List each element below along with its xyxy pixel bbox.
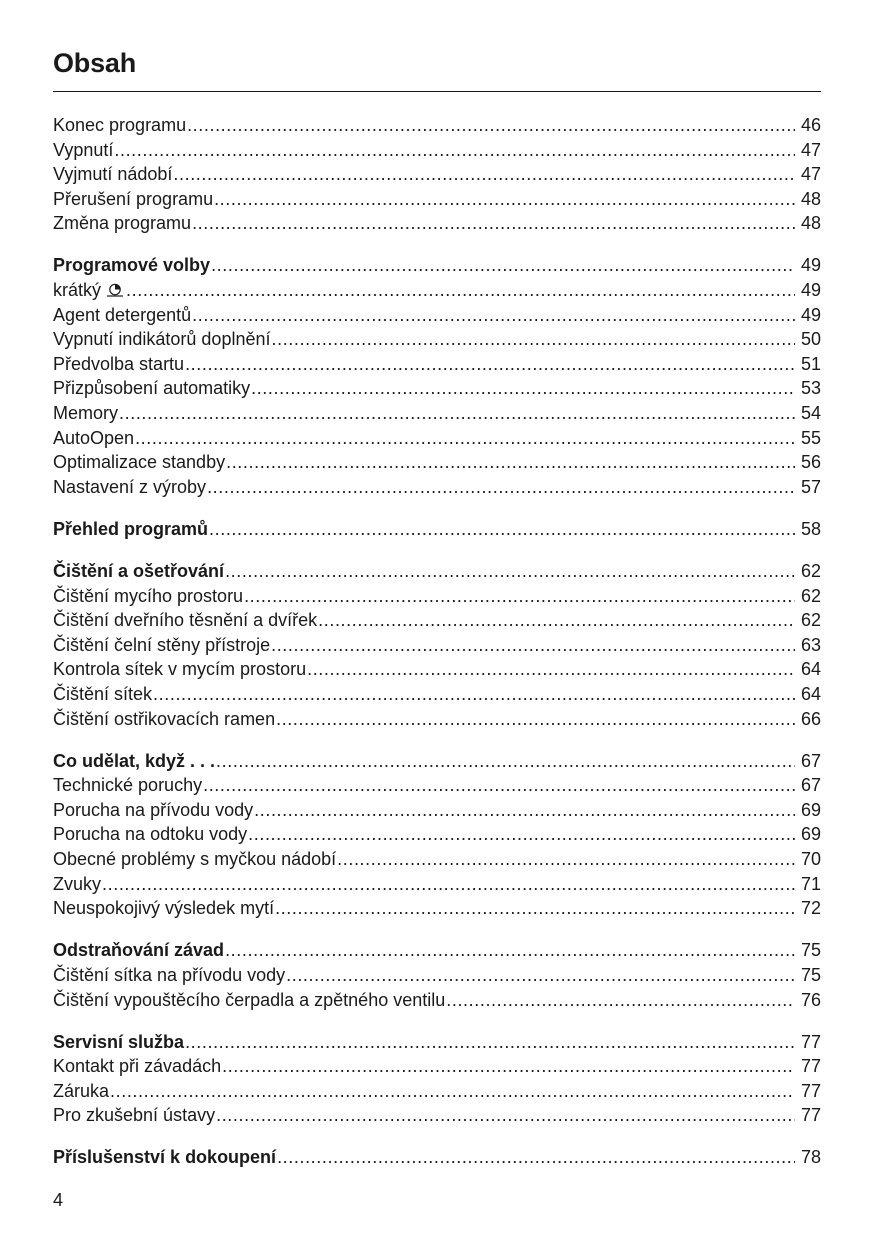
toc-heading-page: 49 bbox=[800, 255, 821, 276]
toc-entry-page: 66 bbox=[800, 708, 821, 729]
toc-entry-label: Konec programu bbox=[53, 115, 187, 135]
dot-leader bbox=[276, 707, 795, 732]
toc-entry[interactable] bbox=[53, 113, 821, 138]
toc-entry-page: 64 bbox=[800, 659, 821, 680]
dot-leader bbox=[251, 376, 795, 401]
toc-entry-page: 63 bbox=[800, 634, 821, 655]
toc-entry-page: 48 bbox=[800, 213, 821, 234]
toc-entry[interactable] bbox=[53, 401, 821, 426]
toc-entry-label: Agent detergentů bbox=[53, 304, 192, 325]
toc-entry[interactable] bbox=[53, 988, 821, 1013]
dot-leader bbox=[126, 278, 795, 303]
toc-entry[interactable] bbox=[53, 327, 821, 352]
toc-entry[interactable] bbox=[53, 707, 821, 732]
toc-entry[interactable] bbox=[53, 822, 821, 847]
dot-leader bbox=[216, 749, 795, 774]
toc-entry-page: 75 bbox=[800, 964, 821, 985]
toc-entry-page: 49 bbox=[800, 280, 821, 301]
toc-heading-page: 58 bbox=[800, 518, 821, 539]
toc-entry-page: 54 bbox=[800, 403, 821, 424]
toc-section bbox=[53, 559, 821, 731]
toc-entry-page: 77 bbox=[800, 1056, 821, 1077]
dot-leader bbox=[114, 138, 795, 163]
toc-entry[interactable] bbox=[53, 896, 821, 921]
toc-entry-page: 70 bbox=[800, 849, 821, 870]
toc-entry-label: Čištění čelní stěny přístroje bbox=[53, 634, 271, 655]
toc-entry[interactable] bbox=[53, 633, 821, 658]
toc-heading[interactable] bbox=[53, 559, 821, 584]
dot-leader bbox=[203, 773, 795, 798]
toc-entry-label: Záruka bbox=[53, 1080, 110, 1101]
toc-section bbox=[53, 1030, 821, 1128]
toc-entry-label: Kontrola sítek v mycím prostoru bbox=[53, 659, 307, 680]
toc-heading[interactable] bbox=[53, 253, 821, 278]
dot-leader bbox=[225, 938, 795, 963]
toc-entry-label: Kontakt při závadách bbox=[53, 1056, 222, 1077]
dot-leader bbox=[272, 327, 796, 352]
toc-page bbox=[53, 0, 821, 1240]
dot-leader bbox=[102, 872, 795, 897]
dot-leader bbox=[207, 475, 795, 500]
dot-leader bbox=[446, 988, 795, 1013]
toc-heading-page: 62 bbox=[800, 561, 821, 581]
dot-leader bbox=[185, 352, 795, 377]
toc-entry-page: 72 bbox=[800, 898, 821, 919]
toc-entry-label: Vypnutí indikátorů doplnění bbox=[53, 329, 271, 350]
toc-entry-page: 69 bbox=[800, 824, 821, 845]
dot-leader bbox=[211, 253, 795, 278]
toc-section bbox=[53, 113, 821, 236]
dot-leader bbox=[119, 401, 795, 426]
dot-leader bbox=[277, 1145, 795, 1170]
dot-leader bbox=[226, 450, 795, 475]
toc-entry-label: Čištění sítka na přívodu vody bbox=[53, 964, 286, 985]
toc-entry[interactable] bbox=[53, 450, 821, 475]
dot-leader bbox=[187, 113, 795, 138]
toc-entry[interactable] bbox=[53, 187, 821, 212]
toc-entry[interactable] bbox=[53, 1079, 821, 1104]
toc-entry-page: 77 bbox=[800, 1080, 821, 1101]
toc-entry[interactable] bbox=[53, 682, 821, 707]
toc-entry-label: Technické poruchy bbox=[53, 775, 203, 796]
toc-entry-page: 55 bbox=[800, 427, 821, 448]
quick-clock-icon bbox=[105, 281, 125, 297]
toc-entry-label bbox=[53, 278, 125, 303]
toc-entry-label: Předvolba startu bbox=[53, 353, 185, 374]
toc-heading-label: Co udělat, když . . . bbox=[53, 750, 216, 771]
toc-entry-label: Obecné problémy s myčkou nádobí bbox=[53, 849, 337, 870]
dot-leader bbox=[318, 608, 795, 633]
dot-leader bbox=[222, 1054, 795, 1079]
dot-leader bbox=[225, 559, 795, 584]
toc-heading[interactable] bbox=[53, 1030, 821, 1055]
toc-entry-page: 62 bbox=[800, 610, 821, 631]
toc-entry[interactable] bbox=[53, 657, 821, 682]
toc-section bbox=[53, 749, 821, 921]
toc-entry-page: 71 bbox=[800, 873, 821, 894]
toc-entry[interactable] bbox=[53, 1054, 821, 1079]
dot-leader bbox=[216, 1103, 795, 1128]
dot-leader bbox=[192, 211, 795, 236]
dot-leader bbox=[192, 303, 795, 328]
dot-leader bbox=[214, 187, 795, 212]
toc-entry[interactable] bbox=[53, 303, 821, 328]
toc-entry[interactable] bbox=[53, 1103, 821, 1128]
toc-entry-label: Optimalizace standby bbox=[53, 452, 226, 473]
dot-leader bbox=[307, 657, 795, 682]
toc-section bbox=[53, 253, 821, 499]
toc-entry[interactable] bbox=[53, 376, 821, 401]
toc-entry-label: Porucha na přívodu vody bbox=[53, 799, 254, 820]
toc-entry-page: 47 bbox=[800, 164, 821, 185]
toc-entry-page: 67 bbox=[800, 775, 821, 796]
table-of-contents bbox=[53, 113, 821, 1188]
toc-entry-page: 62 bbox=[800, 585, 821, 606]
toc-heading[interactable] bbox=[53, 749, 821, 774]
toc-entry[interactable] bbox=[53, 278, 821, 303]
toc-entry-label: Čištění sítek bbox=[53, 683, 153, 704]
dot-leader bbox=[173, 162, 795, 187]
toc-entry[interactable] bbox=[53, 584, 821, 609]
toc-heading-page: 75 bbox=[800, 940, 821, 961]
toc-entry-label: Čištění vypouštěcího čerpadla a zpětného ventilu bbox=[53, 989, 446, 1010]
page-title: Obsah bbox=[53, 48, 137, 78]
toc-entry[interactable] bbox=[53, 963, 821, 988]
toc-entry-label: Nastavení z výroby bbox=[53, 476, 207, 497]
toc-entry-label: Změna programu bbox=[53, 213, 192, 234]
toc-entry-label: Čištění dveřního těsnění a dvířek bbox=[53, 610, 318, 631]
toc-heading-page: 78 bbox=[800, 1147, 821, 1168]
toc-entry-page: 47 bbox=[800, 139, 821, 160]
dot-leader bbox=[337, 847, 795, 872]
toc-heading-label: Odstraňování závad bbox=[53, 940, 225, 961]
toc-entry-label-text: krátký bbox=[53, 280, 102, 301]
toc-entry-page: 76 bbox=[800, 989, 821, 1010]
toc-entry-page: 46 bbox=[800, 115, 821, 135]
toc-section bbox=[53, 517, 821, 542]
toc-entry[interactable] bbox=[53, 138, 821, 163]
dot-leader bbox=[254, 798, 795, 823]
toc-entry-page: 50 bbox=[800, 329, 821, 350]
toc-heading-label: Servisní služba bbox=[53, 1031, 185, 1052]
dot-leader bbox=[271, 633, 795, 658]
toc-entry-label: Memory bbox=[53, 403, 119, 424]
dot-leader bbox=[244, 584, 795, 609]
toc-heading-page: 67 bbox=[800, 750, 821, 771]
toc-entry[interactable] bbox=[53, 475, 821, 500]
toc-entry[interactable] bbox=[53, 773, 821, 798]
dot-leader bbox=[185, 1030, 795, 1055]
dot-leader bbox=[153, 682, 795, 707]
toc-entry[interactable] bbox=[53, 608, 821, 633]
toc-entry[interactable] bbox=[53, 798, 821, 823]
toc-entry-page: 77 bbox=[800, 1105, 821, 1126]
toc-heading-label: Programové volby bbox=[53, 255, 211, 276]
toc-entry[interactable] bbox=[53, 872, 821, 897]
toc-entry-label: Čištění mycího prostoru bbox=[53, 585, 244, 606]
toc-entry[interactable] bbox=[53, 426, 821, 451]
toc-heading[interactable] bbox=[53, 938, 821, 963]
toc-entry-label: Zvuky bbox=[53, 873, 102, 894]
toc-entry[interactable] bbox=[53, 352, 821, 377]
toc-entry-label: Porucha na odtoku vody bbox=[53, 824, 248, 845]
toc-entry-label: Přizpůsobení automatiky bbox=[53, 378, 251, 399]
title-divider bbox=[53, 91, 821, 92]
dot-leader bbox=[209, 517, 795, 542]
toc-entry-label: AutoOpen bbox=[53, 427, 135, 448]
toc-entry-page: 57 bbox=[800, 476, 821, 497]
toc-entry[interactable] bbox=[53, 162, 821, 187]
toc-entry-page: 56 bbox=[800, 452, 821, 473]
dot-leader bbox=[248, 822, 795, 847]
dot-leader bbox=[135, 426, 795, 451]
toc-entry[interactable] bbox=[53, 211, 821, 236]
toc-heading-label: Přehled programů bbox=[53, 518, 209, 539]
dot-leader bbox=[286, 963, 795, 988]
toc-entry-page: 53 bbox=[800, 378, 821, 399]
toc-entry-page: 64 bbox=[800, 683, 821, 704]
toc-heading-label: Příslušenství k dokoupení bbox=[53, 1147, 277, 1168]
toc-section bbox=[53, 1145, 821, 1170]
dot-leader bbox=[110, 1079, 795, 1104]
toc-entry[interactable] bbox=[53, 847, 821, 872]
toc-entry-label: Vypnutí bbox=[53, 139, 114, 160]
toc-entry-label: Neuspokojivý výsledek mytí bbox=[53, 898, 275, 919]
toc-entry-label: Čištění ostřikovacích ramen bbox=[53, 708, 276, 729]
page-number: 4 bbox=[53, 1190, 64, 1210]
toc-heading[interactable] bbox=[53, 517, 821, 542]
toc-entry-label: Vyjmutí nádobí bbox=[53, 164, 173, 185]
toc-entry-page: 49 bbox=[800, 304, 821, 325]
toc-entry-page: 69 bbox=[800, 799, 821, 820]
toc-entry-page: 48 bbox=[800, 188, 821, 209]
dot-leader bbox=[275, 896, 795, 921]
toc-heading-page: 77 bbox=[800, 1031, 821, 1052]
toc-heading[interactable] bbox=[53, 1145, 821, 1170]
toc-section bbox=[53, 938, 821, 1012]
toc-heading-label: Čištění a ošetřování bbox=[53, 561, 225, 581]
toc-entry-label: Přerušení programu bbox=[53, 188, 214, 209]
toc-entry-label: Pro zkušební ústavy bbox=[53, 1105, 216, 1126]
toc-entry-page: 51 bbox=[800, 353, 821, 374]
